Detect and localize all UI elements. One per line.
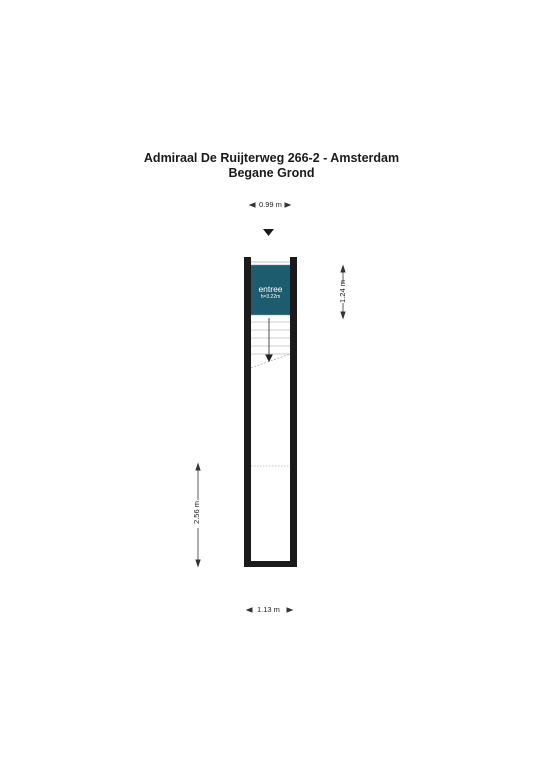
room-entree-label [251, 285, 290, 300]
arrow-down-icon [266, 318, 272, 361]
plan-title: Admiraal De Ruijterweg 266-2 - Amsterdam [143, 151, 400, 165]
threshold [251, 262, 290, 265]
corridor-height-label: 2.56 m [191, 501, 201, 524]
floor-name: Begane Grond [228, 166, 315, 180]
triangle-down-icon [263, 229, 274, 236]
stairs [251, 315, 290, 368]
entree-height-label: 1.24 m [337, 280, 347, 303]
room-height: h=3.22m [260, 294, 281, 300]
top-width-label: 0.99 m [259, 200, 282, 209]
bottom-width-label: 1.13 m [257, 605, 280, 614]
room-name: entree [258, 284, 283, 294]
